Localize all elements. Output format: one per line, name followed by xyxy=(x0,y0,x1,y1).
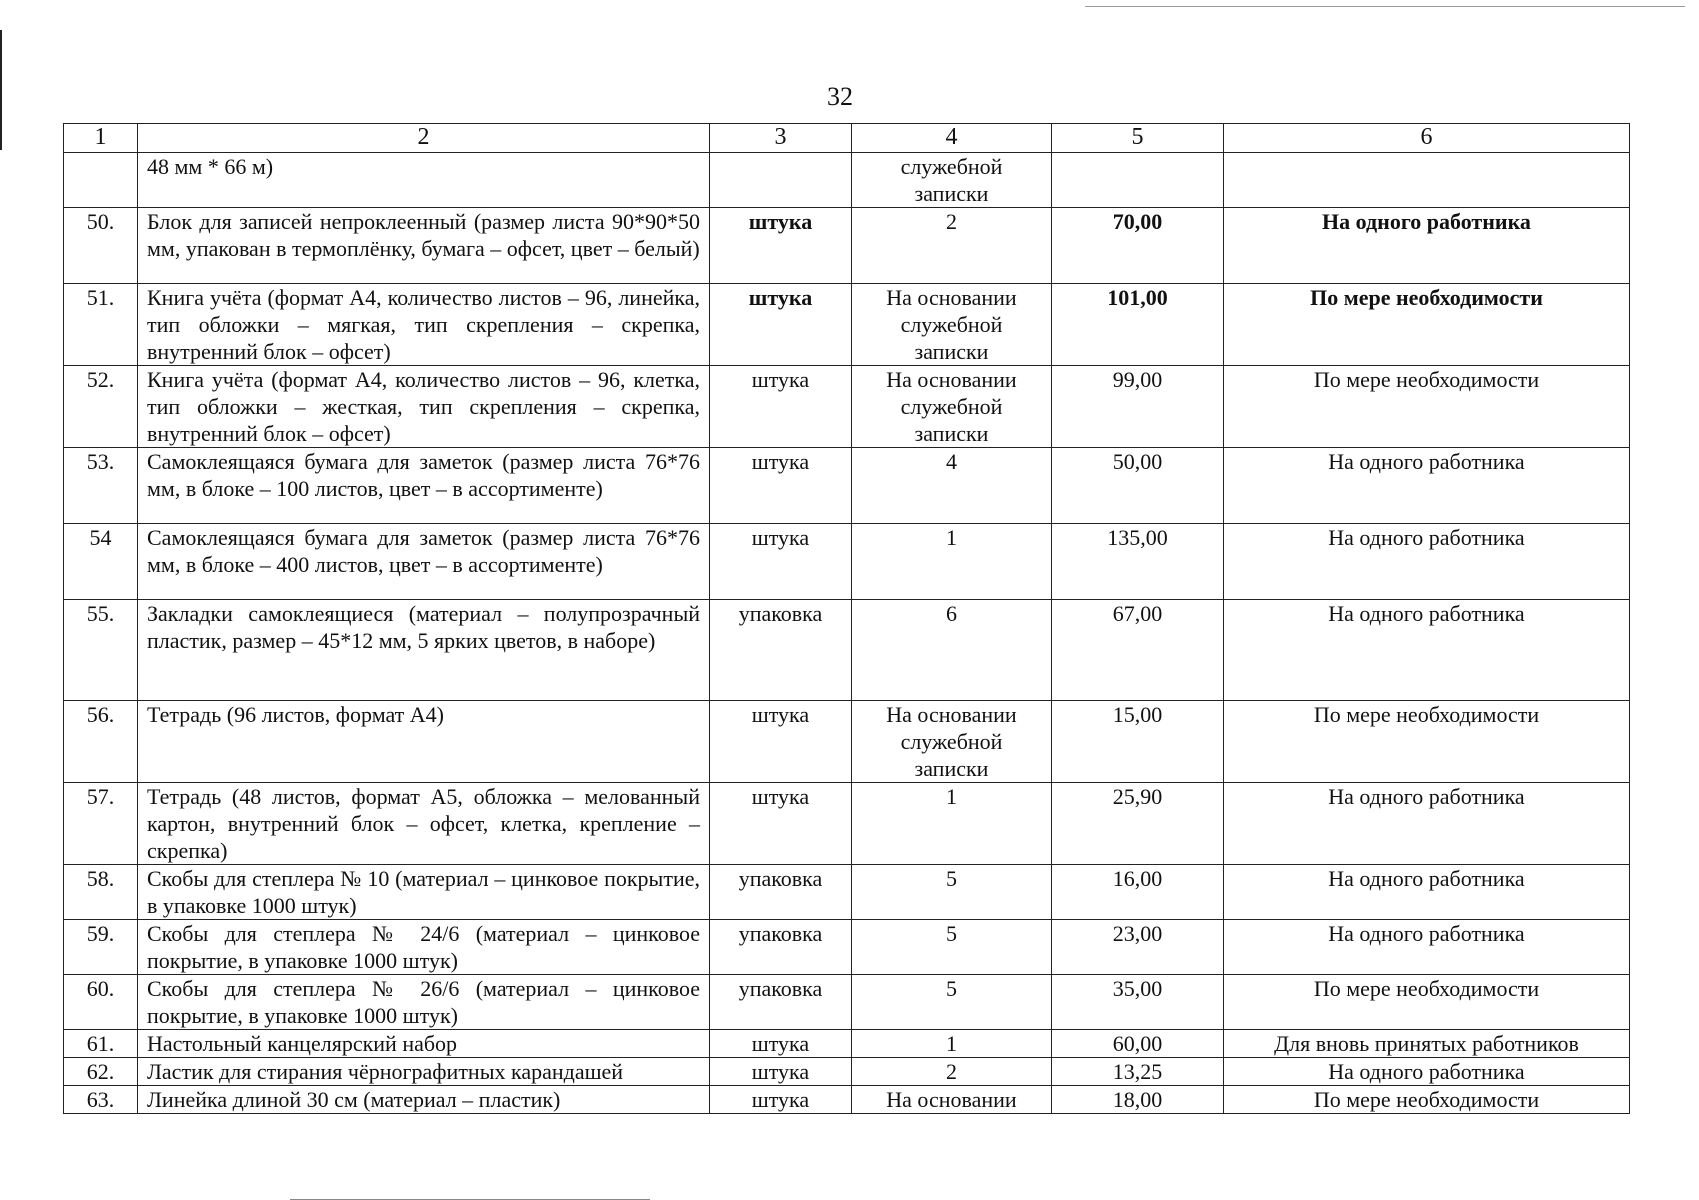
table-row xyxy=(64,1086,1630,1114)
item-note: На одного работника xyxy=(1224,920,1630,975)
item-quantity: 1 xyxy=(852,524,1052,600)
table-row xyxy=(64,208,1630,284)
item-note: На одного работника xyxy=(1224,600,1630,701)
item-price: 67,00 xyxy=(1052,600,1224,701)
table-row xyxy=(64,975,1630,1030)
item-name: Ластик для стирания чёрнографитных карандашей xyxy=(138,1058,710,1086)
item-price: 35,00 xyxy=(1052,975,1224,1030)
item-quantity: 4 xyxy=(852,448,1052,524)
item-note: На одного работника xyxy=(1224,865,1630,920)
item-unit: упаковка xyxy=(710,865,852,920)
item-unit: штука xyxy=(710,1058,852,1086)
item-quantity: 5 xyxy=(852,920,1052,975)
item-unit: штука xyxy=(710,208,852,284)
item-price: 23,00 xyxy=(1052,920,1224,975)
table-row xyxy=(64,783,1630,865)
page-number: 32 xyxy=(827,82,853,111)
table-row xyxy=(64,524,1630,600)
item-price: 18,00 xyxy=(1052,1086,1224,1114)
item-unit: штука xyxy=(710,366,852,448)
item-unit: штука xyxy=(710,284,852,366)
item-unit: упаковка xyxy=(710,600,852,701)
item-unit xyxy=(710,153,852,208)
item-note: На одного работника xyxy=(1224,524,1630,600)
item-quantity: 6 xyxy=(852,600,1052,701)
row-number: 55. xyxy=(64,600,138,701)
row-number: 51. xyxy=(64,284,138,366)
item-note: На одного работника xyxy=(1224,783,1630,865)
row-number: 62. xyxy=(64,1058,138,1086)
table-row xyxy=(64,865,1630,920)
item-note: По мере необходимости xyxy=(1224,1086,1630,1114)
item-price: 60,00 xyxy=(1052,1030,1224,1058)
item-note: Для вновь принятых работников xyxy=(1224,1030,1630,1058)
item-name: Блок для записей непроклеенный (размер листа 90*90*50 мм, упакован в термоплёнку, бумага – офсет, цвет – белый) xyxy=(138,208,710,284)
item-unit: штука xyxy=(710,1086,852,1114)
item-quantity: На основании xyxy=(852,1086,1052,1114)
item-price: 16,00 xyxy=(1052,865,1224,920)
item-quantity: служебной записки xyxy=(852,153,1052,208)
item-note: По мере необходимости xyxy=(1224,366,1630,448)
item-name: Линейка длиной 30 см (материал – пластик) xyxy=(138,1086,710,1114)
item-unit: штука xyxy=(710,524,852,600)
item-quantity: 5 xyxy=(852,865,1052,920)
row-number xyxy=(64,153,138,208)
item-note: На одного работника xyxy=(1224,208,1630,284)
table-body xyxy=(64,153,1630,1114)
item-quantity: 1 xyxy=(852,783,1052,865)
item-price: 13,25 xyxy=(1052,1058,1224,1086)
item-price: 25,90 xyxy=(1052,783,1224,865)
item-quantity: На основании служебной записки xyxy=(852,366,1052,448)
item-quantity: 5 xyxy=(852,975,1052,1030)
col-header-5: 5 xyxy=(1052,124,1224,153)
item-unit: штука xyxy=(710,701,852,783)
table-row xyxy=(64,1058,1630,1086)
item-unit: штука xyxy=(710,448,852,524)
item-name: Самоклеящаяся бумага для заметок (размер листа 76*76 мм, в блоке – 100 листов, цвет – в ассортименте) xyxy=(138,448,710,524)
item-unit: упаковка xyxy=(710,975,852,1030)
top-rule xyxy=(1085,6,1685,7)
item-price: 70,00 xyxy=(1052,208,1224,284)
table-row xyxy=(64,1030,1630,1058)
item-note xyxy=(1224,153,1630,208)
row-number: 63. xyxy=(64,1086,138,1114)
col-header-4: 4 xyxy=(852,124,1052,153)
item-note: На одного работника xyxy=(1224,448,1630,524)
item-note: На одного работника xyxy=(1224,1058,1630,1086)
item-quantity: На основании служебной записки xyxy=(852,701,1052,783)
item-note: По мере необходимости xyxy=(1224,975,1630,1030)
row-number: 58. xyxy=(64,865,138,920)
items-table xyxy=(63,123,1630,1114)
table-row xyxy=(64,153,1630,208)
row-number: 50. xyxy=(64,208,138,284)
item-note: По мере необходимости xyxy=(1224,284,1630,366)
item-quantity: 2 xyxy=(852,1058,1052,1086)
item-name: Тетрадь (96 листов, формат А4) xyxy=(138,701,710,783)
item-name: Настольный канцелярский набор xyxy=(138,1030,710,1058)
row-number: 60. xyxy=(64,975,138,1030)
col-header-1: 1 xyxy=(64,124,138,153)
item-name: Закладки самоклеящиеся (материал – полупрозрачный пластик, размер – 45*12 мм, 5 ярких цветов, в наборе) xyxy=(138,600,710,701)
table-row xyxy=(64,284,1630,366)
item-price: 15,00 xyxy=(1052,701,1224,783)
item-price: 99,00 xyxy=(1052,366,1224,448)
item-name: Книга учёта (формат А4, количество листов – 96, линейка, тип обложки – мягкая, тип скрепления – скрепка, внутренний блок – офсет) xyxy=(138,284,710,366)
col-header-2: 2 xyxy=(138,124,710,153)
item-price: 135,00 xyxy=(1052,524,1224,600)
item-name: Тетрадь (48 листов, формат А5, обложка – мелованный картон, внутренний блок – офсет, клетка, крепление – скрепка) xyxy=(138,783,710,865)
row-number: 57. xyxy=(64,783,138,865)
item-unit: упаковка xyxy=(710,920,852,975)
item-quantity: 2 xyxy=(852,208,1052,284)
item-unit: штука xyxy=(710,1030,852,1058)
col-header-3: 3 xyxy=(710,124,852,153)
row-number: 54 xyxy=(64,524,138,600)
row-number: 59. xyxy=(64,920,138,975)
item-name: Скобы для степлера № 26/6 (материал – цинковое покрытие, в упаковке 1000 штук) xyxy=(138,975,710,1030)
table-row xyxy=(64,920,1630,975)
item-quantity: На основании служебной записки xyxy=(852,284,1052,366)
item-price: 50,00 xyxy=(1052,448,1224,524)
item-name: 48 мм * 66 м) xyxy=(138,153,710,208)
table-row xyxy=(64,448,1630,524)
row-number: 53. xyxy=(64,448,138,524)
item-note: По мере необходимости xyxy=(1224,701,1630,783)
row-number: 52. xyxy=(64,366,138,448)
item-name: Самоклеящаяся бумага для заметок (размер листа 76*76 мм, в блоке – 400 листов, цвет – в ассортименте) xyxy=(138,524,710,600)
item-name: Скобы для степлера № 24/6 (материал – цинковое покрытие, в упаковке 1000 штук) xyxy=(138,920,710,975)
page-edge-mark xyxy=(0,30,2,150)
row-number: 56. xyxy=(64,701,138,783)
table-row xyxy=(64,701,1630,783)
item-name: Скобы для степлера № 10 (материал – цинковое покрытие, в упаковке 1000 штук) xyxy=(138,865,710,920)
table-header-row xyxy=(64,124,1630,153)
row-number: 61. xyxy=(64,1030,138,1058)
item-quantity: 1 xyxy=(852,1030,1052,1058)
item-name: Книга учёта (формат А4, количество листов – 96, клетка, тип обложки – жесткая, тип скрепления – скрепка, внутренний блок – офсет) xyxy=(138,366,710,448)
table-row xyxy=(64,600,1630,701)
col-header-6: 6 xyxy=(1224,124,1630,153)
item-price: 101,00 xyxy=(1052,284,1224,366)
item-unit: штука xyxy=(710,783,852,865)
table-row xyxy=(64,366,1630,448)
item-price xyxy=(1052,153,1224,208)
